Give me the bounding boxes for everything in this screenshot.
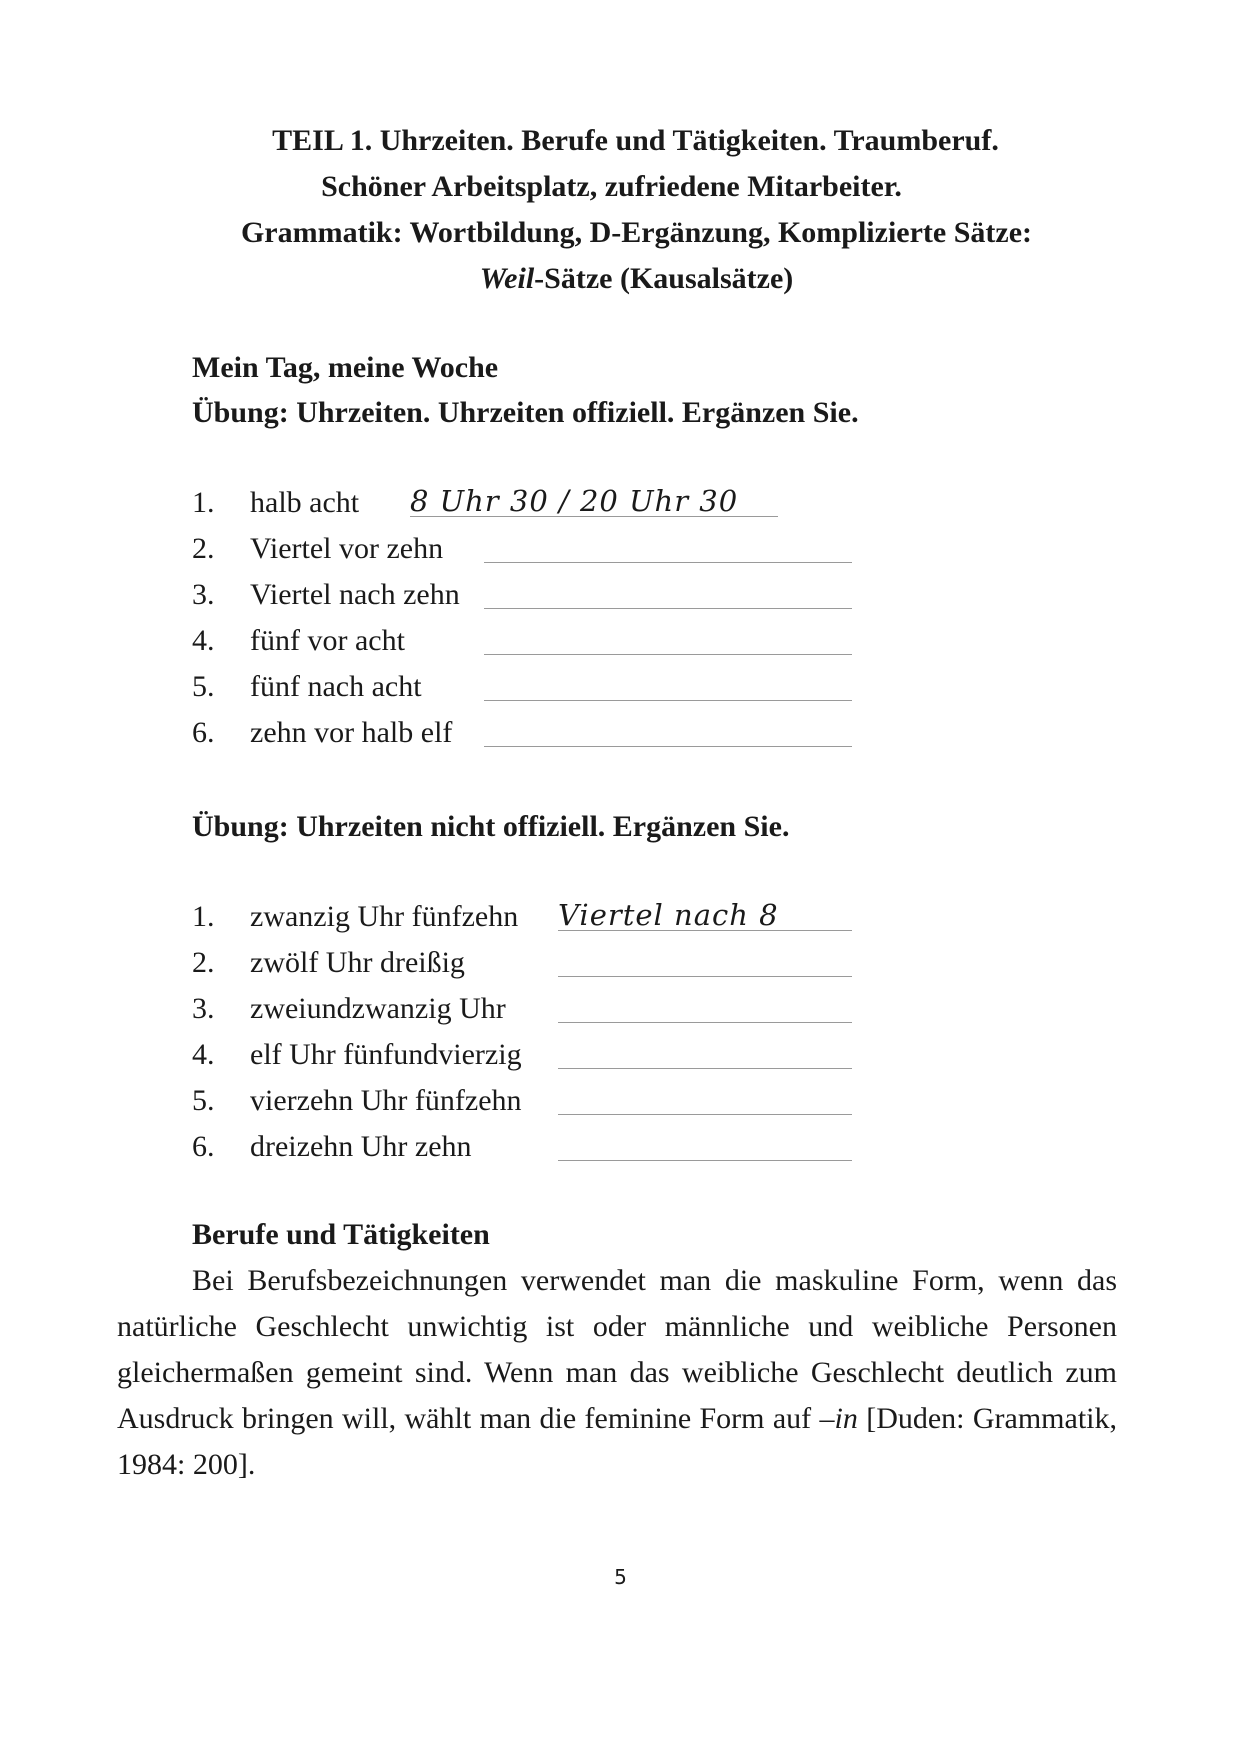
section-heading-berufe: Berufe und Tätigkeiten xyxy=(192,1218,490,1251)
title-line-1: TEIL 1. Uhrzeiten. Berufe und Tätigkeiten. Traumberuf. xyxy=(272,124,999,157)
item-text: dreizehn Uhr zehn xyxy=(250,1130,472,1163)
body-paragraph xyxy=(117,1258,1117,1488)
exercise-title-unofficial: Übung: Uhrzeiten nicht offiziell. Ergänzen Sie. xyxy=(192,810,790,843)
item-text: halb acht xyxy=(250,486,360,519)
page-number: 5 xyxy=(614,1565,627,1589)
paragraph-italic-suffix: –in xyxy=(819,1402,858,1435)
item-number: 2. xyxy=(192,532,215,565)
item-number: 4. xyxy=(192,1038,215,1071)
item-text: vierzehn Uhr fünfzehn xyxy=(250,1084,522,1117)
answer-line[interactable] xyxy=(484,710,852,747)
answer-line[interactable] xyxy=(484,664,852,701)
answer-line[interactable] xyxy=(484,526,852,563)
answer-text: Viertel nach 8 xyxy=(558,898,779,932)
item-number: 5. xyxy=(192,670,215,703)
item-number: 1. xyxy=(192,900,215,933)
document-title xyxy=(0,118,1241,302)
title-line-3: Grammatik: Wortbildung, D-Ergänzung, Komplizierte Sätze: xyxy=(240,216,1033,249)
item-text: zwölf Uhr dreißig xyxy=(250,946,465,979)
item-number: 2. xyxy=(192,946,215,979)
answer-line[interactable] xyxy=(558,1078,852,1115)
answer-line[interactable] xyxy=(484,618,852,655)
item-text: zwanzig Uhr fünfzehn xyxy=(250,900,519,933)
section-heading-mein-tag: Mein Tag, meine Woche xyxy=(192,351,499,384)
title-line-4-rest: -Sätze (Kausalsätze) xyxy=(534,262,794,295)
item-text: zehn vor halb elf xyxy=(250,716,453,749)
answer-line[interactable] xyxy=(484,572,852,609)
answer-line[interactable] xyxy=(558,940,852,977)
item-number: 6. xyxy=(192,716,215,749)
title-italic-weil: Weil xyxy=(479,262,535,295)
answer-text: 8 Uhr 30 / 20 Uhr 30 xyxy=(410,484,739,518)
item-number: 5. xyxy=(192,1084,215,1117)
item-text: Viertel vor zehn xyxy=(250,532,444,565)
item-text: Viertel nach zehn xyxy=(250,578,460,611)
title-line-2: Schöner Arbeitsplatz, zufriedene Mitarbeiter. xyxy=(321,170,902,203)
item-text: elf Uhr fünfundvierzig xyxy=(250,1038,522,1071)
item-number: 6. xyxy=(192,1130,215,1163)
item-number: 4. xyxy=(192,624,215,657)
item-text: fünf vor acht xyxy=(250,624,405,657)
item-number: 3. xyxy=(192,992,215,1025)
answer-line[interactable] xyxy=(558,1124,852,1161)
item-number: 1. xyxy=(192,486,215,519)
answer-line[interactable] xyxy=(558,1032,852,1069)
paragraph-text-1: Bei Berufsbezeichnungen verwendet man die maskuline Form, wenn das natürliche Geschlecht unwichtig ist oder männliche und weibliche Personen gleichermaßen gemeint sind. Wenn man das weibliche Geschlecht deutlich zum Ausdruck bringen will, wählt man die feminine Form auf xyxy=(117,1264,1117,1435)
answer-line[interactable] xyxy=(558,986,852,1023)
exercise-title-official: Übung: Uhrzeiten. Uhrzeiten offiziell. Ergänzen Sie. xyxy=(192,396,859,429)
item-number: 3. xyxy=(192,578,215,611)
item-text: zweiundzwanzig Uhr xyxy=(250,992,506,1025)
paragraph-citation: [Duden: Grammatik, 1984: 200]. xyxy=(117,1402,1117,1481)
item-text: fünf nach acht xyxy=(250,670,422,703)
title-line-4 xyxy=(0,256,1241,302)
